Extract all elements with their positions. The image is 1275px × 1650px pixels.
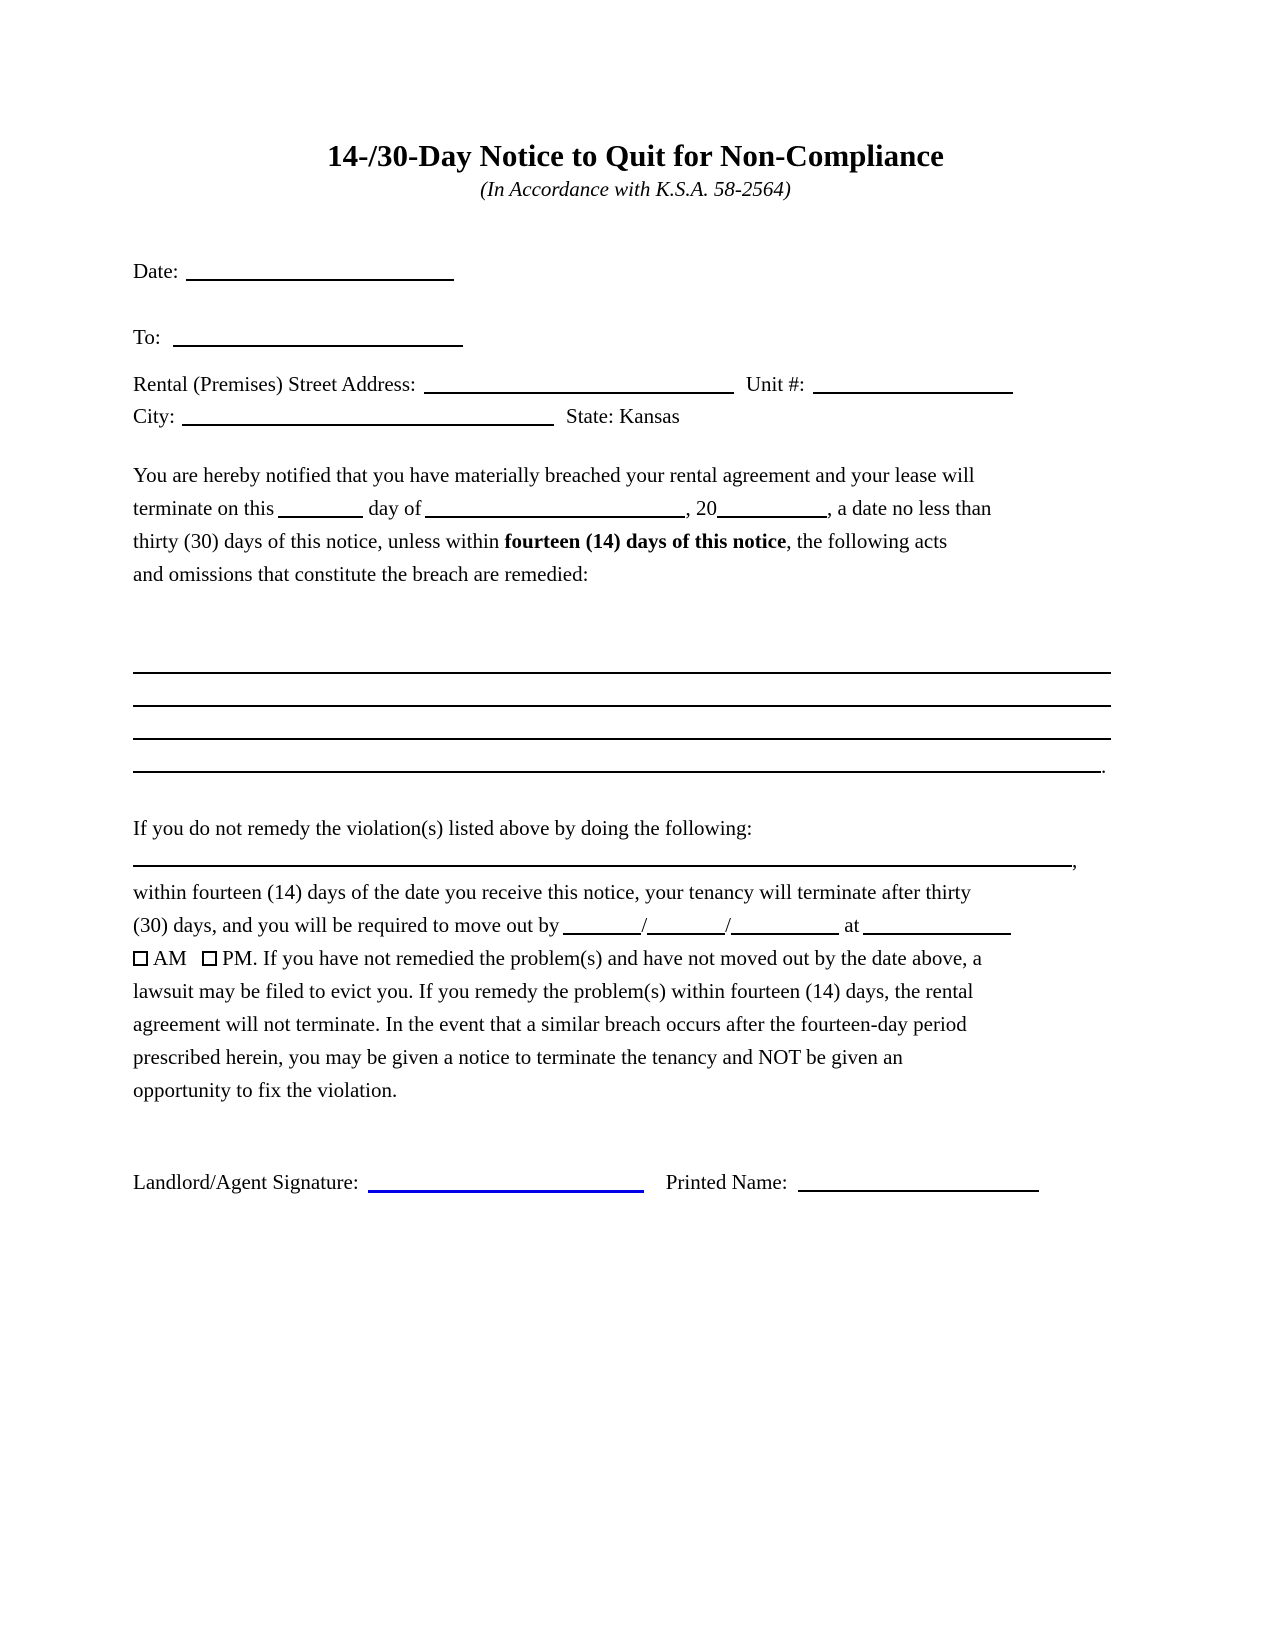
breach-line-2-tail: , a date no less than	[826, 496, 992, 520]
city-row	[133, 401, 1138, 431]
unit-label: Unit #:	[745, 372, 805, 396]
breach-line-3-bold: fourteen (14) days of this notice	[504, 529, 787, 553]
move-out-month-blank[interactable]	[563, 915, 641, 935]
pm-checkbox[interactable]	[202, 951, 217, 966]
move-out-year-blank[interactable]	[731, 915, 839, 935]
remedy-line-2	[133, 909, 1138, 942]
violation-line-2[interactable]	[133, 674, 1111, 707]
remedy-line-3	[133, 942, 1138, 975]
violation-line-1[interactable]	[133, 641, 1111, 674]
violation-write-in-area	[133, 641, 1138, 779]
move-out-time-blank[interactable]	[863, 915, 1011, 935]
remedy-line-4: lawsuit may be filed to evict you. If you remedy the problem(s) within fourteen (14) days, the rental	[133, 979, 974, 1003]
year-blank[interactable]	[717, 498, 827, 518]
day-of-label: day of	[368, 496, 422, 520]
city-label: City:	[133, 404, 176, 428]
unit-blank[interactable]	[813, 374, 1013, 394]
breach-line-2-text: terminate on this	[133, 496, 275, 520]
printed-name-blank[interactable]	[798, 1172, 1039, 1192]
breach-paragraph	[133, 459, 1138, 591]
document-title: 14-/30-Day Notice to Quit for Non-Compliance	[327, 138, 944, 173]
year-prefix: , 20	[685, 496, 717, 520]
move-out-day-blank[interactable]	[647, 915, 725, 935]
violation-line-3[interactable]	[133, 707, 1111, 740]
state-label: State: Kansas	[566, 404, 680, 428]
signature-blank[interactable]	[368, 1173, 644, 1193]
am-label: AM	[153, 946, 187, 970]
date-label: Date:	[133, 259, 179, 283]
document-subtitle: (In Accordance with K.S.A. 58-2564)	[480, 177, 791, 201]
day-blank[interactable]	[278, 498, 363, 518]
date-row	[133, 256, 1138, 286]
breach-line-3-text: thirty (30) days of this notice, unless within	[133, 529, 505, 553]
breach-line-3-tail: , the following acts	[786, 529, 948, 553]
breach-line-1: You are hereby notified that you have materially breached your rental agreement and your lease will	[133, 463, 975, 487]
remedy-intro: If you do not remedy the violation(s) listed above by doing the following:	[133, 816, 753, 840]
remedy-line-7: opportunity to fix the violation.	[133, 1078, 398, 1102]
pm-label: PM.	[222, 946, 258, 970]
to-row	[133, 322, 1138, 352]
remedy-line-3-text: If you have not remedied the problem(s) and have not moved out by the date above, a	[262, 946, 982, 970]
am-checkbox[interactable]	[133, 951, 148, 966]
city-blank[interactable]	[182, 406, 554, 426]
printed-name-label: Printed Name:	[665, 1170, 788, 1194]
breach-line-3	[133, 525, 1138, 558]
remedy-action-blank[interactable]	[133, 845, 1072, 867]
breach-line-4: and omissions that constitute the breach are remedied:	[133, 562, 589, 586]
remedy-line-5: agreement will not terminate. In the event that a similar breach occurs after the fourteen-day period	[133, 1012, 967, 1036]
to-blank[interactable]	[173, 327, 463, 347]
remedy-action-comma: ,	[1072, 848, 1078, 872]
month-blank[interactable]	[425, 498, 685, 518]
violation-line-4-row	[133, 740, 1138, 779]
breach-line-2	[133, 492, 1138, 525]
signature-row	[133, 1167, 1138, 1197]
street-address-label: Rental (Premises) Street Address:	[133, 372, 416, 396]
date-separator-1: /	[641, 913, 648, 937]
remedy-line-1: within fourteen (14) days of the date you receive this notice, your tenancy will terminate after thirty	[133, 880, 971, 904]
remedy-action-row	[133, 845, 1138, 871]
address-row	[133, 369, 1138, 399]
date-separator-2: /	[725, 913, 732, 937]
signature-label: Landlord/Agent Signature:	[133, 1170, 359, 1194]
street-address-blank[interactable]	[424, 374, 734, 394]
at-label: at	[844, 913, 860, 937]
date-blank[interactable]	[186, 261, 454, 281]
remedy-line-6: prescribed herein, you may be given a notice to terminate the tenancy and NOT be given an	[133, 1045, 903, 1069]
violation-period: .	[1101, 754, 1107, 778]
remedy-paragraph	[133, 876, 1138, 1107]
remedy-line-2-text: (30) days, and you will be required to move out by	[133, 913, 560, 937]
to-label: To:	[133, 325, 161, 349]
violation-line-4[interactable]	[133, 740, 1101, 773]
document-page	[133, 0, 1138, 1197]
